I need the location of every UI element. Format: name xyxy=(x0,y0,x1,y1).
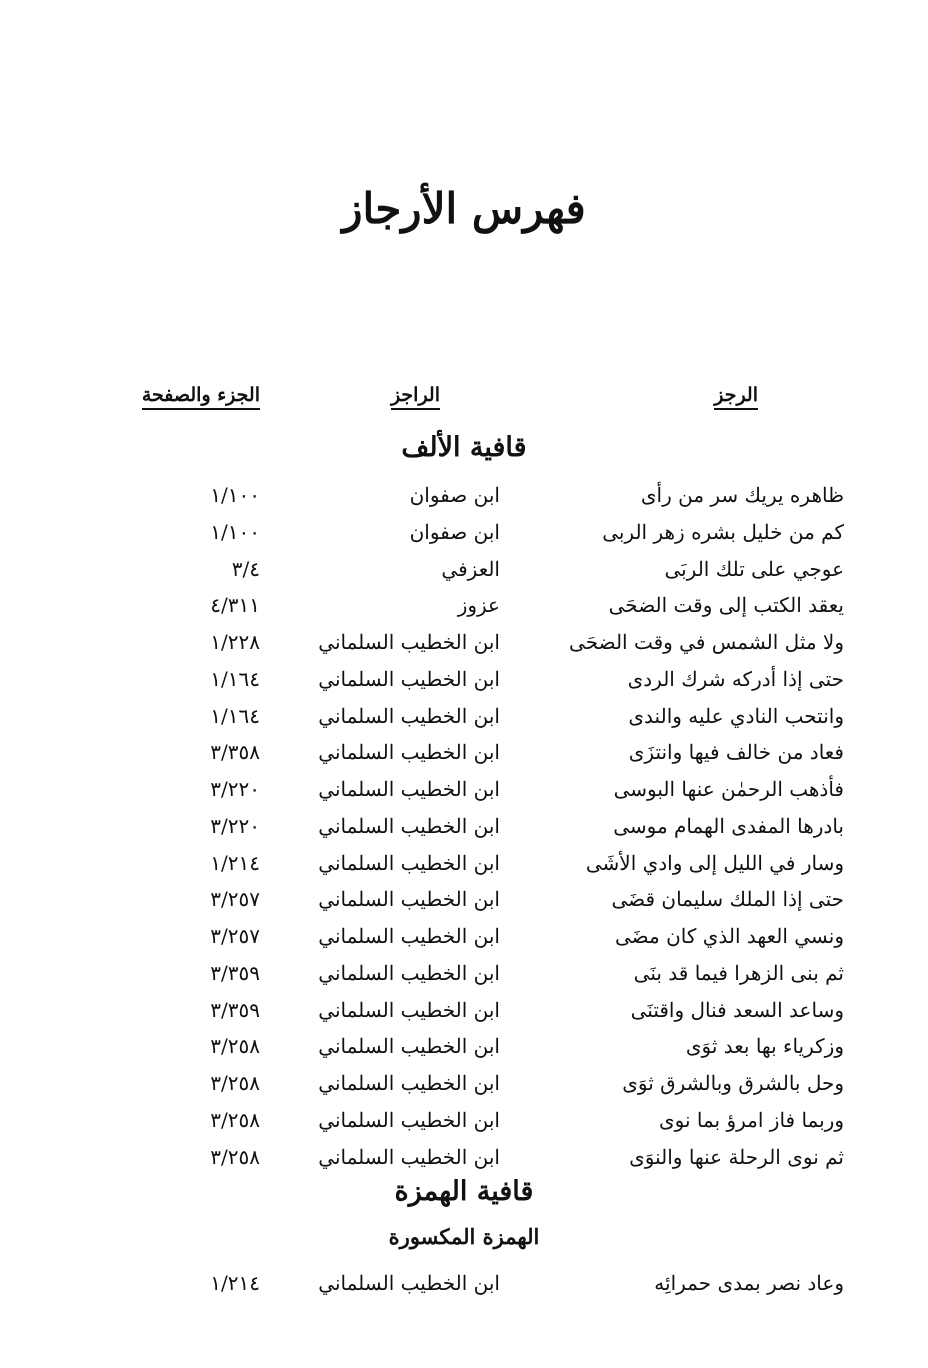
table-row xyxy=(0,844,928,881)
volume-page-ref: ٣/٢٥٨ xyxy=(210,1034,260,1059)
volume-page-ref: ٣/٣٥٩ xyxy=(210,960,260,985)
verse-text: فأذهب الرحمٰن عنها البوسى xyxy=(613,777,844,801)
volume-page-ref: ١/٢١٤ xyxy=(210,850,260,875)
verse-text: عوجي على تلك الربَى xyxy=(664,556,844,581)
table-row xyxy=(0,917,928,954)
table-row xyxy=(0,623,928,660)
verse-text: وساعد السعد فنال واقتنَى xyxy=(630,997,844,1022)
verse-text: وحل بالشرق وبالشرق ثوَى xyxy=(622,1071,844,1095)
verse-text: حتى إذا أدركه شرك الردى xyxy=(627,666,844,691)
table-row xyxy=(0,1138,928,1175)
poet-name: عزوز xyxy=(457,593,500,618)
section-title-hamza: قافية الهمزة xyxy=(394,1176,534,1207)
poet-name: ابن الخطيب السلماني xyxy=(318,630,500,654)
verse-text: ولا مثل الشمس في وقت الضحَى xyxy=(569,630,844,654)
table-row xyxy=(0,954,928,991)
table-row xyxy=(0,513,928,550)
poet-name: ابن الخطيب السلماني xyxy=(318,666,500,691)
poet-name: ابن الخطيب السلماني xyxy=(318,777,500,801)
volume-page-ref: ٣/٣٥٩ xyxy=(210,997,260,1022)
verse-text: وانتحب النادي عليه والندى xyxy=(628,703,844,728)
page-title: فهرس الأرجاز xyxy=(342,184,586,233)
table-row xyxy=(0,1064,928,1101)
volume-page-ref: ١/١٦٤ xyxy=(210,666,260,691)
volume-page-ref: ٣/٢٢٠ xyxy=(210,777,260,801)
section-title-alif: قافية الألف xyxy=(401,432,527,463)
volume-page-ref: ٣/٢٥٨ xyxy=(210,1071,260,1095)
table-row xyxy=(0,880,928,917)
poet-name: العزفي xyxy=(441,556,500,581)
poet-name: ابن صفوان xyxy=(409,519,500,544)
poet-name: ابن الخطيب السلماني xyxy=(318,850,500,875)
poet-name: ابن الخطيب السلماني xyxy=(318,703,500,728)
poet-name: ابن الخطيب السلماني xyxy=(318,1107,500,1132)
verse-text: يعقد الكتب إلى وقت الضحَى xyxy=(608,593,844,618)
table-row xyxy=(0,770,928,807)
table-row xyxy=(0,550,928,587)
verse-text: فعاد من خالف فيها وانتزَى xyxy=(628,740,844,765)
verse-text: وعاد نصر بمدى حمرائِه xyxy=(654,1271,844,1295)
poet-name: ابن الخطيب السلماني xyxy=(318,887,500,912)
volume-page-ref: ١/١٦٤ xyxy=(210,703,260,728)
volume-page-ref: ١/٢٢٨ xyxy=(210,630,260,654)
verse-text: وربما فاز امرؤ بما نوى xyxy=(658,1107,844,1132)
volume-page-ref: ٣/٢٥٧ xyxy=(210,924,260,948)
subsection-title-hamza-maksura: الهمزة المكسورة xyxy=(388,1224,540,1249)
poet-name: ابن الخطيب السلماني xyxy=(318,1271,500,1295)
header-verse: الرجز xyxy=(714,384,758,410)
table-row xyxy=(0,660,928,697)
volume-page-ref: ٣/٤ xyxy=(231,556,260,581)
poet-name: ابن صفوان xyxy=(409,483,500,507)
table-row xyxy=(0,733,928,770)
volume-page-ref: ٤/٣١١ xyxy=(210,593,260,618)
table-row xyxy=(0,586,928,623)
volume-page-ref: ٣/٢٥٧ xyxy=(210,887,260,912)
poet-name: ابن الخطيب السلماني xyxy=(318,1071,500,1095)
volume-page-ref: ٣/٢٥٨ xyxy=(210,1107,260,1132)
verse-text: ثم نوى الرحلة عنها والنوَى xyxy=(629,1144,844,1169)
volume-page-ref: ١/١٠٠ xyxy=(210,483,260,507)
volume-page-ref: ١/١٠٠ xyxy=(210,519,260,544)
volume-page-ref: ٣/٣٥٨ xyxy=(210,740,260,765)
volume-page-ref: ٣/٢٥٨ xyxy=(210,1144,260,1169)
header-poet: الراجز xyxy=(391,384,440,410)
poet-name: ابن الخطيب السلماني xyxy=(318,924,500,948)
verse-text: وسار في الليل إلى وادي الأشَى xyxy=(585,850,844,875)
section-alif-rows xyxy=(0,476,928,1174)
poet-name: ابن الخطيب السلماني xyxy=(318,1144,500,1169)
volume-page-ref: ٣/٢٢٠ xyxy=(210,813,260,838)
table-row xyxy=(0,1264,928,1301)
volume-page-ref: ١/٢١٤ xyxy=(210,1271,260,1295)
table-row xyxy=(0,991,928,1028)
table-row xyxy=(0,476,928,513)
table-row xyxy=(0,697,928,734)
table-row xyxy=(0,807,928,844)
poet-name: ابن الخطيب السلماني xyxy=(318,1034,500,1059)
verse-text: بادرها المفدى الهمام موسى xyxy=(613,813,844,838)
poet-name: ابن الخطيب السلماني xyxy=(318,997,500,1022)
table-row xyxy=(0,1027,928,1064)
verse-text: كم من خليل بشره زهر الربى xyxy=(602,519,844,544)
verse-text: وزكرياء بها بعد ثوَى xyxy=(685,1034,844,1059)
table-header xyxy=(0,384,928,418)
table-row xyxy=(0,1101,928,1138)
poet-name: ابن الخطيب السلماني xyxy=(318,960,500,985)
verse-text: ونسي العهد الذي كان مضَى xyxy=(614,924,844,948)
poet-name: ابن الخطيب السلماني xyxy=(318,740,500,765)
verse-text: ثم بنى الزهرا فيما قد بنَى xyxy=(633,960,844,985)
poet-name: ابن الخطيب السلماني xyxy=(318,813,500,838)
header-volume-page: الجزء والصفحة xyxy=(142,384,260,410)
verse-text: ظاهره يريك سر من رأى xyxy=(640,483,844,507)
section-hamza-rows xyxy=(0,1264,928,1301)
verse-text: حتى إذا الملك سليمان قضَى xyxy=(611,887,844,912)
